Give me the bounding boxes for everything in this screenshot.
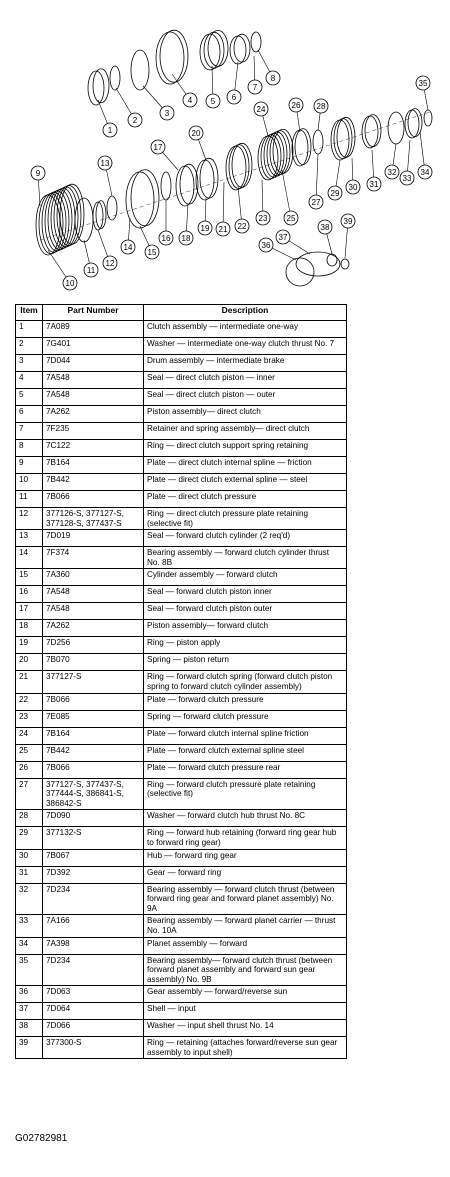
cell-part-number: 7A548 [43, 389, 144, 406]
cell-item: 35 [16, 954, 43, 986]
cell-part-number: 7A262 [43, 406, 144, 423]
callout-15 [145, 245, 159, 259]
cell-item: 14 [16, 547, 43, 569]
table-row [16, 321, 347, 338]
callout-label: 12 [105, 259, 115, 268]
callout-16 [159, 231, 173, 245]
part-outline [341, 259, 349, 269]
cell-description: Piston assembly— direct clutch [144, 406, 347, 423]
table-row [16, 778, 347, 810]
cell-part-number: 377300-S [43, 1037, 144, 1059]
cell-description: Drum assembly — intermediate brake [144, 355, 347, 372]
callout-20 [189, 126, 203, 140]
callout-label: 31 [369, 180, 379, 189]
cell-item: 2 [16, 338, 43, 355]
cell-item: 13 [16, 530, 43, 547]
callout-9 [31, 166, 45, 180]
cell-item: 15 [16, 569, 43, 586]
table-row [16, 866, 347, 883]
part-outline [251, 32, 261, 52]
cell-description: Washer — input shell thrust No. 14 [144, 1020, 347, 1037]
callout-label: 18 [181, 234, 191, 243]
callout-14 [121, 240, 135, 254]
cell-part-number: 7D066 [43, 1020, 144, 1037]
part-outline [126, 172, 154, 228]
cell-part-number: 7E085 [43, 710, 144, 727]
exploded-parts-diagram [0, 0, 450, 300]
cell-part-number: 7D392 [43, 866, 144, 883]
cell-part-number: 7D234 [43, 883, 144, 915]
cell-description: Bearing assembly — forward clutch cylinder thrust No. 8B [144, 547, 347, 569]
table-row [16, 620, 347, 637]
cell-description: Bearing assembly— forward clutch thrust (between forward planet assembly and forward sun gear assembly) No. 9B [144, 954, 347, 986]
callout-label: 37 [278, 233, 288, 242]
cell-part-number: 7A398 [43, 937, 144, 954]
table-row [16, 569, 347, 586]
centerline [40, 112, 430, 240]
callout-39 [341, 214, 355, 228]
callout-label: 26 [291, 101, 301, 110]
callout-label: 33 [402, 174, 412, 183]
callout-7 [248, 80, 262, 94]
cell-part-number: 377126-S, 377127-S, 377128-S, 377437-S [43, 508, 144, 530]
cell-description: Shell — input [144, 1003, 347, 1020]
cell-description: Cylinder assembly — forward clutch [144, 569, 347, 586]
cell-part-number: 7F374 [43, 547, 144, 569]
cell-item: 29 [16, 827, 43, 849]
parts-table [15, 304, 347, 1059]
cell-description: Bearing assembly — forward clutch thrust (between forward ring gear and forward planet assembly) No. 9A [144, 883, 347, 915]
callout-29 [328, 186, 342, 200]
cell-description: Clutch assembly — intermediate one-way [144, 321, 347, 338]
cell-description: Ring — forward clutch spring (forward clutch piston spring to forward clutch cylinder assembly) [144, 671, 347, 693]
callout-31 [367, 177, 381, 191]
table-row [16, 744, 347, 761]
table-row [16, 883, 347, 915]
cell-item: 10 [16, 474, 43, 491]
table-row [16, 693, 347, 710]
callout-label: 4 [187, 96, 193, 105]
table-row [16, 491, 347, 508]
cell-description: Seal — forward clutch piston outer [144, 603, 347, 620]
cell-part-number: 7G401 [43, 338, 144, 355]
cell-item: 37 [16, 1003, 43, 1020]
table-row [16, 810, 347, 827]
cell-part-number: 7D090 [43, 810, 144, 827]
table-row [16, 986, 347, 1003]
cell-description: Ring — direct clutch support spring retaining [144, 440, 347, 457]
callout-24 [254, 102, 268, 116]
callout-label: 39 [343, 217, 353, 226]
cell-part-number: 7D019 [43, 530, 144, 547]
callout-leader-lines [35, 50, 428, 283]
table-row [16, 338, 347, 355]
part-outline [292, 130, 308, 166]
table-row [16, 1003, 347, 1020]
callout-label: 16 [161, 234, 171, 243]
cell-part-number: 7A548 [43, 372, 144, 389]
cell-description: Plate — forward clutch external spline steel [144, 744, 347, 761]
cell-part-number: 7A548 [43, 603, 144, 620]
callout-label: 6 [231, 93, 237, 102]
cell-description: Ring — retaining (attaches forward/reverse sun gear assembly to input shell) [144, 1037, 347, 1059]
cell-item: 20 [16, 654, 43, 671]
callout-36 [259, 238, 273, 252]
cell-item: 7 [16, 423, 43, 440]
cell-item: 6 [16, 406, 43, 423]
cell-item: 3 [16, 355, 43, 372]
cell-description: Gear — forward ring [144, 866, 347, 883]
part-outline [362, 116, 378, 148]
table-row [16, 508, 347, 530]
cell-part-number: 7B070 [43, 654, 144, 671]
cell-item: 39 [16, 1037, 43, 1059]
cell-part-number: 7B066 [43, 693, 144, 710]
callout-21 [216, 222, 230, 236]
cell-item: 8 [16, 440, 43, 457]
table-row [16, 915, 347, 937]
cell-item: 16 [16, 586, 43, 603]
callout-label: 35 [418, 79, 428, 88]
cell-part-number: 7B164 [43, 457, 144, 474]
part-outline [131, 170, 159, 226]
callout-10 [63, 276, 77, 290]
table-row [16, 710, 347, 727]
cell-part-number: 377132-S [43, 827, 144, 849]
cell-part-number: 7A548 [43, 586, 144, 603]
callout-label: 2 [132, 116, 138, 125]
callout-label: 30 [348, 183, 358, 192]
callout-label: 36 [261, 241, 271, 250]
callout-1 [103, 123, 117, 137]
callout-label: 20 [191, 129, 201, 138]
callout-32 [385, 165, 399, 179]
callout-label: 5 [210, 97, 216, 106]
cell-description: Planet assembly — forward [144, 937, 347, 954]
cell-description: Ring — forward clutch pressure plate retaining (selective fit) [144, 778, 347, 810]
callout-38 [318, 220, 332, 234]
callout-30 [346, 180, 360, 194]
table-row [16, 1020, 347, 1037]
callout-label: 29 [330, 189, 340, 198]
callout-28 [314, 99, 328, 113]
callout-5 [206, 94, 220, 108]
cell-item: 22 [16, 693, 43, 710]
part-outline [286, 258, 314, 286]
cell-item: 26 [16, 761, 43, 778]
table-row [16, 727, 347, 744]
cell-description: Gear assembly — forward/reverse sun [144, 986, 347, 1003]
callout-19 [198, 221, 212, 235]
cell-part-number: 7B066 [43, 491, 144, 508]
table-row [16, 761, 347, 778]
cell-item: 4 [16, 372, 43, 389]
cell-description: Plate — direct clutch internal spline — friction [144, 457, 347, 474]
cell-description: Seal — forward clutch piston inner [144, 586, 347, 603]
callout-4 [183, 93, 197, 107]
cell-item: 19 [16, 637, 43, 654]
table-row [16, 637, 347, 654]
cell-item: 36 [16, 986, 43, 1003]
cell-description: Bearing assembly — forward planet carrier — thrust No. 10A [144, 915, 347, 937]
cell-part-number: 7B066 [43, 761, 144, 778]
part-outline [88, 71, 104, 105]
callout-27 [309, 195, 323, 209]
callout-label: 7 [252, 83, 258, 92]
cell-item: 25 [16, 744, 43, 761]
cell-part-number: 7B442 [43, 744, 144, 761]
cell-description: Ring — forward hub retaining (forward ring gear hub to forward ring gear) [144, 827, 347, 849]
cell-part-number: 7D044 [43, 355, 144, 372]
cell-description: Ring — piston apply [144, 637, 347, 654]
cell-item: 38 [16, 1020, 43, 1037]
cell-description: Washer — forward clutch hub thrust No. 8C [144, 810, 347, 827]
cell-description: Plate — forward clutch pressure [144, 693, 347, 710]
callout-label: 10 [65, 279, 75, 288]
callout-23 [256, 211, 270, 225]
part-outline [176, 166, 194, 206]
cell-part-number: 7D256 [43, 637, 144, 654]
part-outline [131, 50, 149, 90]
table-row [16, 440, 347, 457]
callout-label: 27 [311, 198, 321, 207]
cell-item: 1 [16, 321, 43, 338]
cell-part-number: 7A262 [43, 620, 144, 637]
callout-25 [284, 211, 298, 225]
cell-description: Plate — forward clutch pressure rear [144, 761, 347, 778]
part-outline [93, 69, 109, 103]
cell-part-number: 7B164 [43, 727, 144, 744]
table-row [16, 389, 347, 406]
table-row [16, 849, 347, 866]
callout-label: 3 [164, 109, 170, 118]
callout-label: 17 [153, 143, 163, 152]
table-row [16, 530, 347, 547]
part-outline [196, 160, 214, 200]
cell-part-number: 7A360 [43, 569, 144, 586]
cell-part-number: 377127-S [43, 671, 144, 693]
figure-code: G02782981 [15, 1133, 68, 1144]
callout-13 [98, 156, 112, 170]
callout-18 [179, 231, 193, 245]
table-row [16, 406, 347, 423]
cell-description: Seal — direct clutch piston — inner [144, 372, 347, 389]
callout-12 [103, 256, 117, 270]
cell-description: Spring — forward clutch pressure [144, 710, 347, 727]
table-row [16, 603, 347, 620]
callout-label: 23 [258, 214, 268, 223]
part-outline [200, 34, 220, 70]
callout-label: 11 [86, 266, 96, 275]
callout-6 [227, 90, 241, 104]
cell-part-number: 7D234 [43, 954, 144, 986]
cell-item: 33 [16, 915, 43, 937]
cell-description: Plate — direct clutch pressure [144, 491, 347, 508]
cell-item: 23 [16, 710, 43, 727]
callout-3 [160, 106, 174, 120]
header-item: Item [16, 305, 43, 321]
table-row [16, 547, 347, 569]
cell-description: Hub — forward ring gear [144, 849, 347, 866]
table-row [16, 827, 347, 849]
table-row [16, 474, 347, 491]
part-outline [424, 110, 432, 126]
callout-33 [400, 171, 414, 185]
part-outline [204, 32, 224, 68]
callout-label: 1 [107, 126, 113, 135]
cell-item: 11 [16, 491, 43, 508]
part-outline [180, 164, 198, 204]
cell-description: Plate — direct clutch external spline — steel [144, 474, 347, 491]
callout-label: 13 [100, 159, 110, 168]
table-row [16, 654, 347, 671]
cell-item: 34 [16, 937, 43, 954]
callout-2 [128, 113, 142, 127]
callout-label: 14 [123, 243, 133, 252]
cell-description: Retainer and spring assembly— direct clutch [144, 423, 347, 440]
cell-part-number: 7B442 [43, 474, 144, 491]
part-outline [200, 158, 218, 198]
part-outline [405, 110, 419, 138]
part-outline [327, 254, 337, 266]
cell-description: Washer — intermediate one-way clutch thrust No. 7 [144, 338, 347, 355]
cell-description: Piston assembly— forward clutch [144, 620, 347, 637]
callout-8 [266, 71, 280, 85]
cell-description: Plate — forward clutch internal spline friction [144, 727, 347, 744]
cell-part-number: 7D063 [43, 986, 144, 1003]
callout-37 [276, 230, 290, 244]
cell-part-number: 7B067 [43, 849, 144, 866]
cell-item: 28 [16, 810, 43, 827]
part-outline [388, 112, 404, 144]
table-row [16, 671, 347, 693]
cell-part-number: 7C122 [43, 440, 144, 457]
cell-item: 27 [16, 778, 43, 810]
callout-35 [416, 76, 430, 90]
callout-label: 28 [316, 102, 326, 111]
cell-item: 24 [16, 727, 43, 744]
callout-label: 15 [147, 248, 157, 257]
part-outline [296, 252, 340, 276]
header-description: Description [144, 305, 347, 321]
part-outline [161, 172, 171, 200]
table-row [16, 937, 347, 954]
cell-description: Ring — direct clutch pressure plate retaining (selective fit) [144, 508, 347, 530]
callout-label: 22 [237, 222, 247, 231]
cell-part-number: 7D064 [43, 1003, 144, 1020]
part-outline [208, 30, 228, 66]
table-row [16, 423, 347, 440]
callout-26 [289, 98, 303, 112]
cell-part-number: 7A166 [43, 915, 144, 937]
cell-description: Seal — forward clutch cylinder (2 req'd) [144, 530, 347, 547]
callout-label: 9 [35, 169, 41, 178]
callout-label: 34 [420, 168, 430, 177]
cell-description: Seal — direct clutch piston — outer [144, 389, 347, 406]
table-row [16, 372, 347, 389]
cell-item: 18 [16, 620, 43, 637]
header-part-number: Part Number [43, 305, 144, 321]
cell-item: 9 [16, 457, 43, 474]
cell-item: 30 [16, 849, 43, 866]
table-row [16, 954, 347, 986]
part-outline [107, 196, 117, 220]
part-outline [110, 66, 120, 90]
cell-item: 31 [16, 866, 43, 883]
part-outline [295, 129, 311, 165]
cell-part-number: 377127-S, 377437-S, 377444-S, 386841-S, 386842-S [43, 778, 144, 810]
cell-item: 21 [16, 671, 43, 693]
callout-17 [151, 140, 165, 154]
cell-item: 12 [16, 508, 43, 530]
callout-label: 24 [256, 105, 266, 114]
callout-label: 21 [218, 225, 228, 234]
callout-34 [418, 165, 432, 179]
cell-item: 5 [16, 389, 43, 406]
callout-label: 25 [286, 214, 296, 223]
table-row [16, 355, 347, 372]
table-header-row [16, 305, 347, 321]
callout-22 [235, 219, 249, 233]
callout-label: 19 [200, 224, 210, 233]
cell-description: Spring — piston return [144, 654, 347, 671]
cell-item: 32 [16, 883, 43, 915]
cell-part-number: 7A089 [43, 321, 144, 338]
callout-label: 32 [387, 168, 397, 177]
callout-label: 8 [270, 74, 276, 83]
table-row [16, 586, 347, 603]
part-outline [313, 130, 323, 154]
cell-part-number: 7F235 [43, 423, 144, 440]
table-body [16, 321, 347, 1059]
callout-label: 38 [320, 223, 330, 232]
table-row [16, 1037, 347, 1059]
table-row [16, 457, 347, 474]
callout-11 [84, 263, 98, 277]
cell-item: 17 [16, 603, 43, 620]
